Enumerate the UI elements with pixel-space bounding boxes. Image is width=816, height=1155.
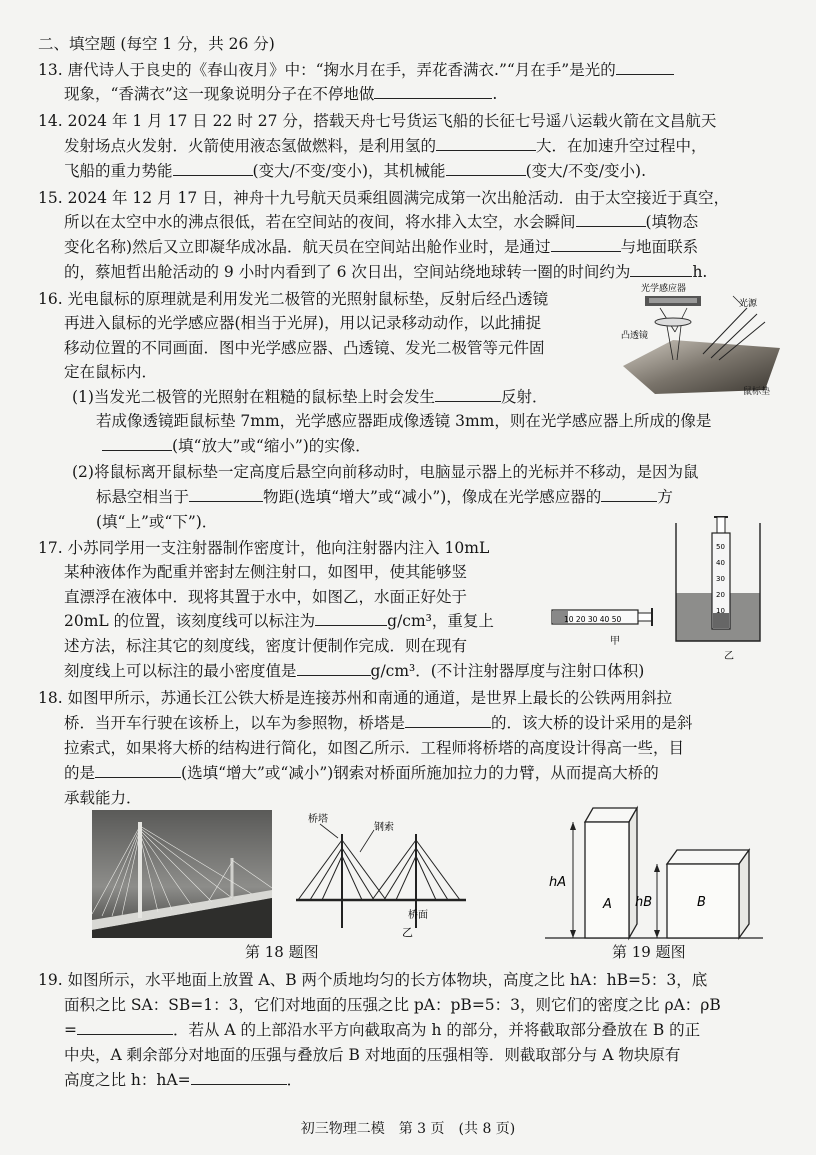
mouse-optics-figure <box>615 278 785 398</box>
q14-blank-2[interactable] <box>173 161 253 176</box>
q14-line1: 14. 2024 年 1 月 17 日 22 时 27 分，搭载天舟七号货运飞船的长征七号遥八运载火箭在文昌航天 <box>38 112 717 130</box>
q18-number: 18. <box>38 689 63 707</box>
q15-blank-2[interactable] <box>551 237 621 252</box>
q15-line1: 15. 2024 年 12 月 17 日，神舟十九号航天员乘组圆满完成第一次出舱活动．由于太空接近于真空， <box>38 189 730 207</box>
deck-label: 桥面 <box>408 910 428 921</box>
q14-number: 14. <box>38 112 63 130</box>
q16-part1-line2: 若成像透镜距鼠标垫 7mm，光学感应器距成像透镜 3mm，则在光学感应器上所成的像是 <box>96 412 712 430</box>
pad-label: 鼠标垫 <box>743 387 771 397</box>
section-title: 二、填空题 (每空 1 分，共 26 分) <box>38 35 275 53</box>
q13-line1: 13. 唐代诗人于良史的《春山夜月》中：“掬水月在手，弄花香满衣.”“月在手”是光的 <box>38 60 674 80</box>
convex-lens-shape <box>655 318 691 326</box>
figure-label-yi-18: 乙 <box>402 926 413 939</box>
q16-part2-line1: (2)将鼠标离开鼠标垫一定高度后悬空向前移动时，电脑显示器上的光标并不移动，是因为鼠 <box>72 463 699 481</box>
q17-line4: 20mL 的位置，该刻度线可以标注为 g/cm³，重复上 <box>64 612 494 630</box>
syringe-plunger <box>638 613 652 621</box>
lens-label: 凸透镜 <box>621 331 649 341</box>
hb-label: hB <box>635 895 653 910</box>
svg-text:30: 30 <box>716 575 725 583</box>
syringe-figure-yi <box>672 513 768 663</box>
figure-label-jia: 甲 <box>610 636 620 647</box>
q18-line1: 18. 如图甲所示，苏通长江公铁大桥是连接苏州和南通的通道，是世界上最长的公铁两用斜拉 <box>38 689 673 707</box>
q16-number: 16. <box>38 290 63 308</box>
q13-blank-1[interactable] <box>616 60 674 75</box>
figure-19-caption: 第 19 题图 <box>612 943 686 961</box>
q18-blank-2[interactable] <box>95 763 181 778</box>
q17-blank-2[interactable] <box>297 661 371 676</box>
cables <box>298 840 460 900</box>
block-a-label: A <box>603 897 612 912</box>
q17-blank-1[interactable] <box>315 611 387 626</box>
bridge-diagram <box>290 810 470 940</box>
q17-line2: 某种液体作为配重并密封左侧注射口，如图甲，使其能够竖 <box>64 563 468 581</box>
q14-blank-3[interactable] <box>446 161 526 176</box>
syringe-scale-h: 10 20 30 40 50 <box>564 615 622 624</box>
q15-blank-3[interactable] <box>630 262 692 277</box>
q15-line2: 所以在太空中水的沸点很低，若在空间站的夜间，将水排入太空，水会瞬间 (填物态 <box>64 213 699 231</box>
sensor-label: 光学感应器 <box>641 284 687 294</box>
svg-text:50: 50 <box>716 543 725 551</box>
syringe-figure-jia <box>548 598 666 648</box>
q15-number: 15. <box>38 189 63 207</box>
page-footer: 初三物理二模 第 3 页 (共 8 页) <box>300 1121 516 1137</box>
q16-part2-line3: (填“上”或“下”)． <box>96 513 218 531</box>
q13-line2: 现象，“香满衣”这一现象说明分子在不停地做 . <box>64 85 498 103</box>
bridge-photo <box>92 810 272 938</box>
q16-blank-4[interactable] <box>601 487 657 502</box>
q16-part1-line1: (1)当发光二极管的光照射在粗糙的鼠标垫上时会发生 反射． <box>72 388 548 406</box>
q19-line2: 面积之比 SA：SB=1：3，它们对地面的压强之比 pA：pB=5：3，则它们的密度之比 ρA：ρB <box>64 996 721 1014</box>
blocks-figure <box>545 800 765 942</box>
q19-line4: 中央，A 剩余部分对地面的压强与叠放后 B 对地面的压强相等．则截取部分与 A 物块原有 <box>64 1046 681 1064</box>
q19-line5: 高度之比 h：hA= ． <box>64 1071 303 1089</box>
q17-line6: 刻度线上可以标注的最小密度值是 g/cm³．(不计注射器厚度与注射口体积) <box>64 662 645 680</box>
q16-line3: 移动位置的不同画面．图中光学感应器、凸透镜、发光二极管等元件固 <box>64 339 545 357</box>
q13-blank-2[interactable] <box>374 84 492 99</box>
tower-label: 桥塔 <box>308 814 328 825</box>
q15-blank-1[interactable] <box>576 212 646 227</box>
figure-18-caption: 第 18 题图 <box>245 943 319 961</box>
q16-line1: 16. 光电鼠标的原理就是利用发光二极管的光照射鼠标垫，反射后经凸透镜 <box>38 290 549 308</box>
q16-part2-line2: 标悬空相当于 物距(选填“增大”或“减小”)，像成在光学感应器的 方 <box>96 488 673 506</box>
q17-line5: 述方法，标注其它的刻度线，密度计便制作完成．则在现有 <box>64 637 468 655</box>
svg-text:10: 10 <box>716 607 725 615</box>
svg-text:20: 20 <box>716 591 725 599</box>
cable-label: 钢索 <box>374 822 394 833</box>
figure-label-yi: 乙 <box>724 651 734 662</box>
q14-line3: 飞船的重力势能 (变大/不变/变小)，其机械能 (变大/不变/变小). <box>64 162 647 180</box>
q17-number: 17. <box>38 539 63 557</box>
q18-line5: 承载能力． <box>64 789 142 807</box>
block-b-shape <box>667 850 749 938</box>
q17-line1: 17. 小苏同学用一支注射器制作密度计，他向注射器内注入 10mL <box>38 539 490 557</box>
svg-text:40: 40 <box>716 559 725 567</box>
block-b-label: B <box>697 895 706 910</box>
q13-number: 13. <box>38 61 63 79</box>
q14-line2: 发射场点火发射．火箭使用液态氢做燃料，是利用氢的 大．在加速升空过程中， <box>64 137 707 155</box>
q15-line3: 变化名称)然后又立即凝华成冰晶．航天员在空间站出舱作业时，是通过 与地面联系 <box>64 238 699 256</box>
q18-blank-1[interactable] <box>405 713 491 728</box>
q17-line3: 直漂浮在液体中．现将其置于水中，如图乙，水面正好处于 <box>64 588 468 606</box>
q16-line2: 再进入鼠标的光学感应器(相当于光屏)，用以记录移动动作，以此捕捉 <box>64 314 542 332</box>
q18-line4: 的是 (选填“增大”或“减小”)钢索对桥面所施加拉力的力臂，从而提高大桥的 <box>64 764 659 782</box>
q15-line4: 的，蔡旭哲出舱活动的 9 小时内看到了 6 次日出，空间站绕地球转一圈的时间约为 h. <box>64 263 708 281</box>
q16-blank-2[interactable] <box>102 436 172 451</box>
q14-blank-1[interactable] <box>436 136 536 151</box>
light-source-label: 光源 <box>739 299 758 309</box>
q16-blank-3[interactable] <box>189 487 263 502</box>
mouse-pad-shape <box>623 340 780 394</box>
block-a-shape <box>585 808 637 938</box>
q18-line3: 拉索式，如果将大桥的结构进行简化，如图乙所示．工程师将桥塔的高度设计得高一些，目 <box>64 739 685 757</box>
ha-label: hA <box>549 875 567 890</box>
q18-line2: 桥．当开车行驶在该桥上，以车为参照物，桥塔是 的．该大桥的设计采用的是斜 <box>64 714 693 732</box>
q19-line3: = ．若从 A 的上部沿水平方向截取高为 h 的部分，并将截取部分叠放在 B 的正 <box>64 1021 701 1039</box>
q19-line1: 19. 如图所示，水平地面上放置 A、B 两个质地均匀的长方体物块，高度之比 hA：hB=5：3，底 <box>38 971 708 989</box>
q16-blank-1[interactable] <box>435 387 501 402</box>
q19-number: 19. <box>38 971 63 989</box>
q16-part1-line3: (填“放大”或“缩小”)的实像． <box>102 436 371 456</box>
q19-blank-1[interactable] <box>77 1020 173 1035</box>
q16-line4: 定在鼠标内． <box>64 363 158 381</box>
q19-blank-2[interactable] <box>191 1070 287 1085</box>
